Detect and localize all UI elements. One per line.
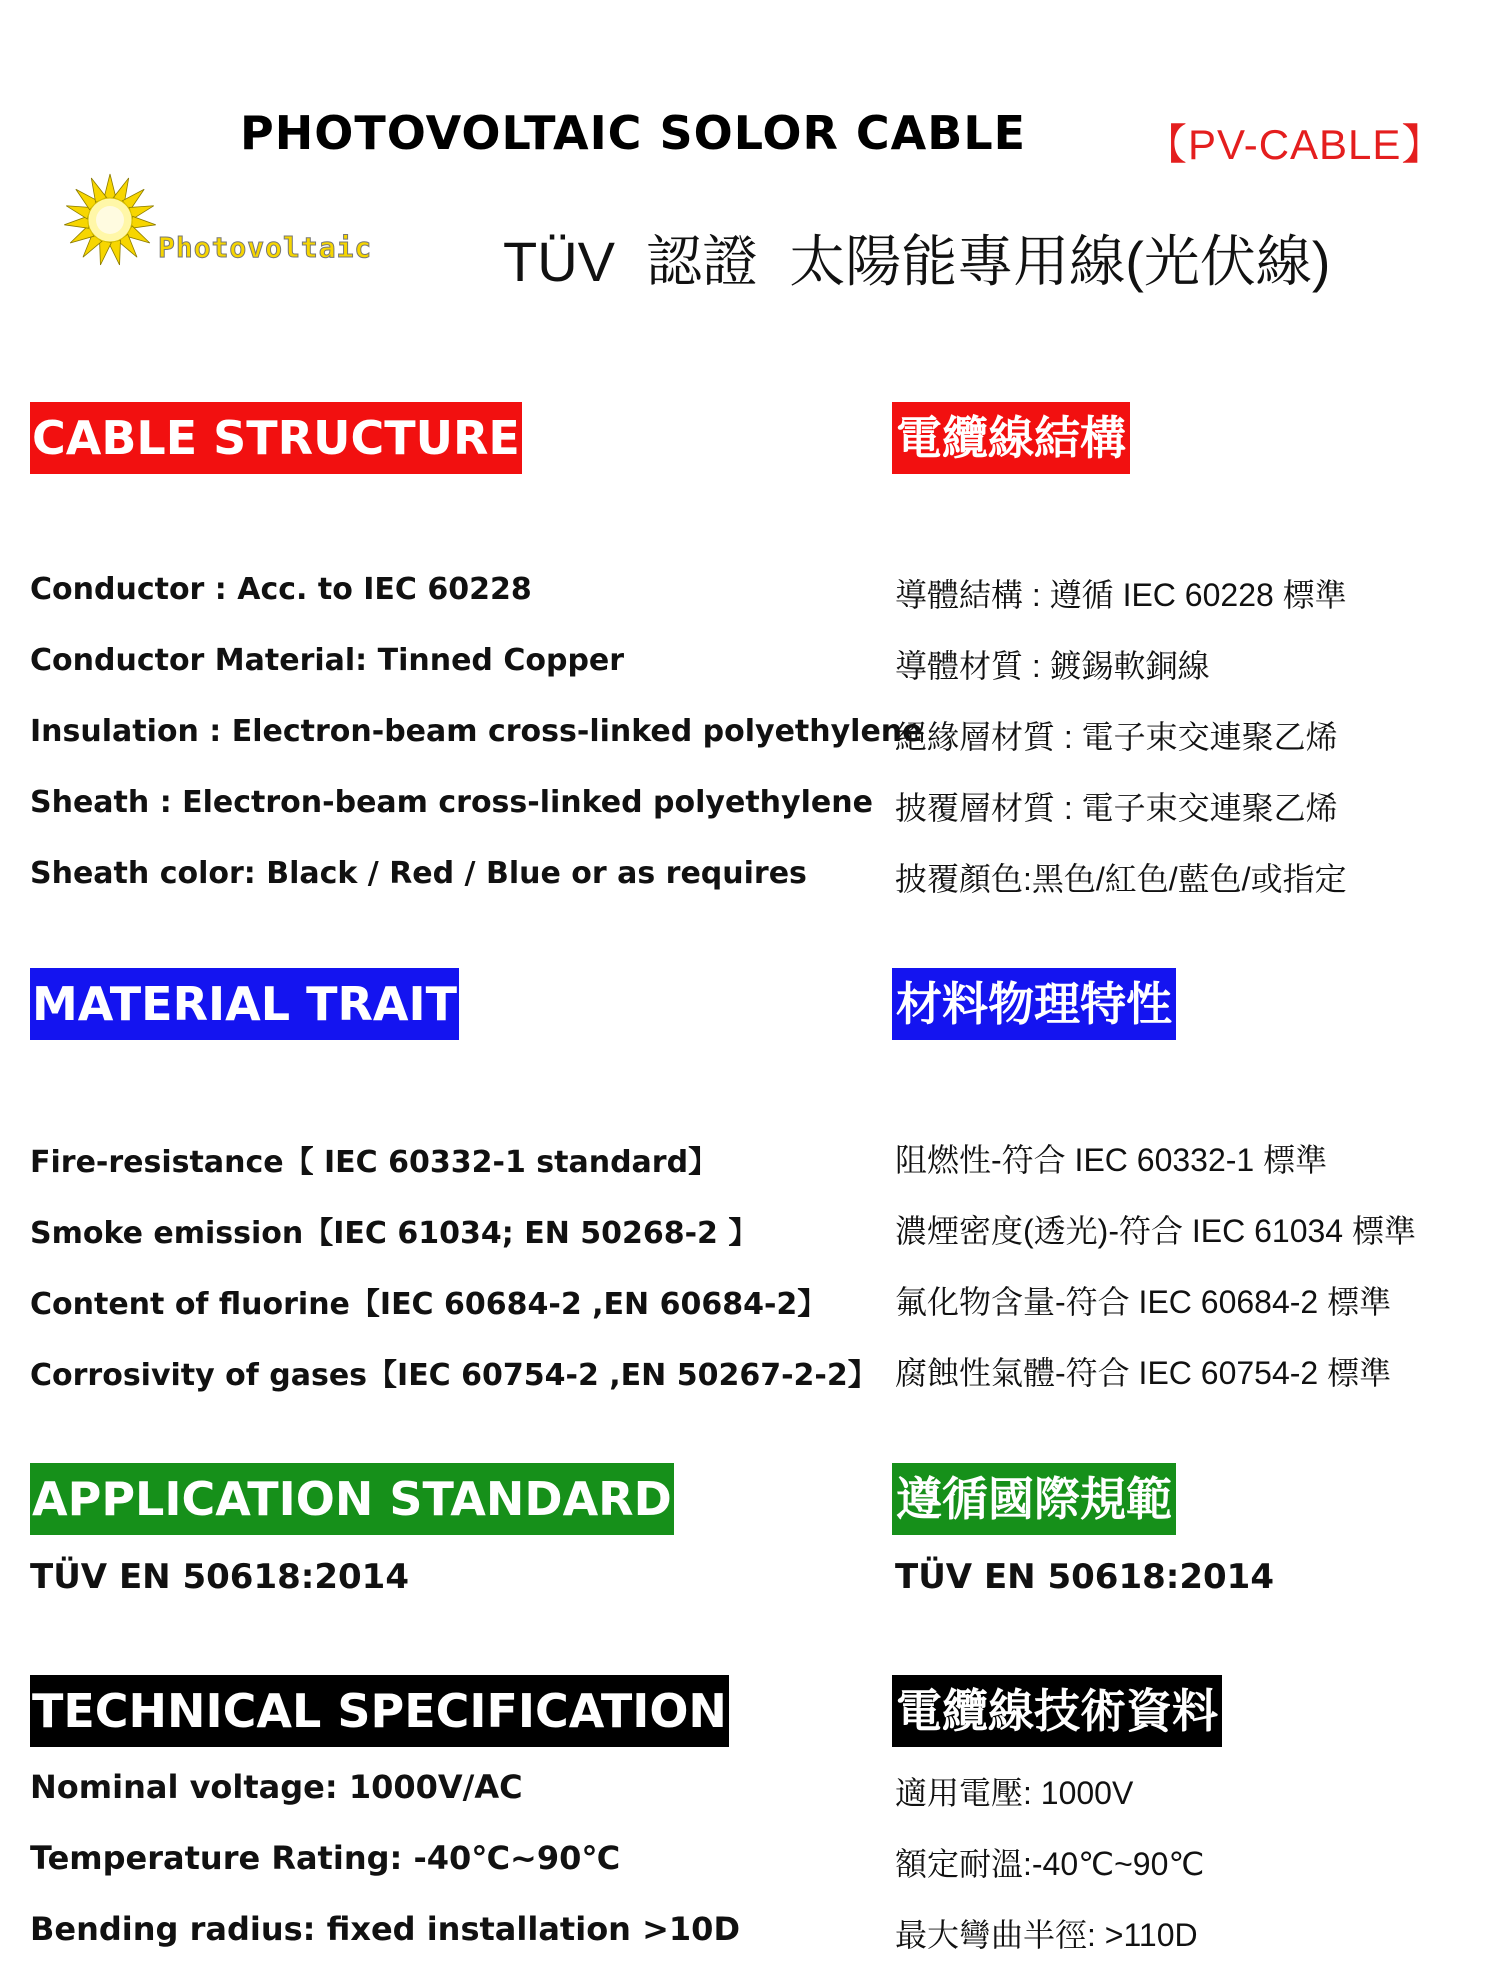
application-standard-heading-zh: 遵循國際規範: [892, 1463, 1176, 1535]
structure-row-en: Sheath : Electron-beam cross-linked polyethylene: [30, 785, 873, 820]
material-row-en: Content of fluorine【IEC 60684-2 ,EN 60684-2】: [30, 1287, 828, 1322]
application-standard-zh: TÜV EN 50618:2014: [895, 1557, 1274, 1597]
technical-row-en: Bending radius: fixed installation >10D: [30, 1910, 740, 1948]
page-title: PHOTOVOLTAIC SOLOR CABLE: [240, 106, 1027, 160]
structure-row-en: Conductor : Acc. to IEC 60228: [30, 572, 532, 607]
structure-row-zh: 披覆顏色:黑色/紅色/藍色/或指定: [895, 861, 1347, 897]
material-row-zh: 阻燃性-符合 IEC 60332-1 標準: [895, 1142, 1328, 1178]
material-row-zh: 濃煙密度(透光)-符合 IEC 61034 標準: [895, 1213, 1416, 1249]
material-row-zh: 氟化物含量-符合 IEC 60684-2 標準: [895, 1284, 1392, 1320]
technical-row-en: Temperature Rating: -40℃~90℃: [30, 1839, 621, 1877]
material-row-en: Corrosivity of gases【IEC 60754-2 ,EN 50267-2-2】: [30, 1358, 878, 1393]
structure-row-zh: 導體結構 : 遵循 IEC 60228 標準: [895, 577, 1347, 613]
technical-specification-heading: TECHNICAL SPECIFICATION: [30, 1675, 729, 1747]
technical-specification-heading-zh: 電纜線技術資料: [892, 1675, 1222, 1747]
sunflower-logo-icon: [60, 170, 160, 270]
structure-row-zh: 絕緣層材質 : 電子束交連聚乙烯: [895, 719, 1338, 755]
material-row-zh: 腐蝕性氣體-符合 IEC 60754-2 標準: [895, 1355, 1392, 1391]
structure-row-zh: 導體材質 : 鍍錫軟銅線: [895, 648, 1210, 684]
application-standard-en: TÜV EN 50618:2014: [30, 1557, 409, 1597]
material-trait-heading-zh: 材料物理特性: [892, 968, 1176, 1040]
technical-row-zh: 適用電壓: 1000V: [895, 1775, 1134, 1811]
technical-row-zh: 最大彎曲半徑: >110D: [895, 1917, 1198, 1953]
cable-structure-heading-zh: 電纜線結構: [892, 402, 1130, 474]
material-trait-heading: MATERIAL TRAIT: [30, 968, 459, 1040]
structure-row-en: Conductor Material: Tinned Copper: [30, 643, 625, 678]
structure-row-zh: 披覆層材質 : 電子束交連聚乙烯: [895, 790, 1338, 826]
technical-row-en: Nominal voltage: 1000V/AC: [30, 1768, 523, 1806]
structure-row-en: Insulation : Electron-beam cross-linked polyethylene: [30, 714, 923, 749]
cable-structure-heading: CABLE STRUCTURE: [30, 402, 522, 474]
logo-wordmark: Photovoltaic: [158, 231, 373, 264]
page-subtitle: TÜV 認證 太陽能專用線(光伏線): [503, 230, 1331, 293]
pv-cable-tag: 【PV-CABLE】: [1145, 121, 1445, 168]
structure-row-en: Sheath color: Black / Red / Blue or as requires: [30, 856, 807, 891]
technical-row-zh: 額定耐溫:-40℃~90℃: [895, 1846, 1205, 1882]
application-standard-heading: APPLICATION STANDARD: [30, 1463, 674, 1535]
material-row-en: Smoke emission【IEC 61034; EN 50268-2 】: [30, 1216, 759, 1251]
material-row-en: Fire-resistance【 IEC 60332-1 standard】: [30, 1145, 719, 1180]
